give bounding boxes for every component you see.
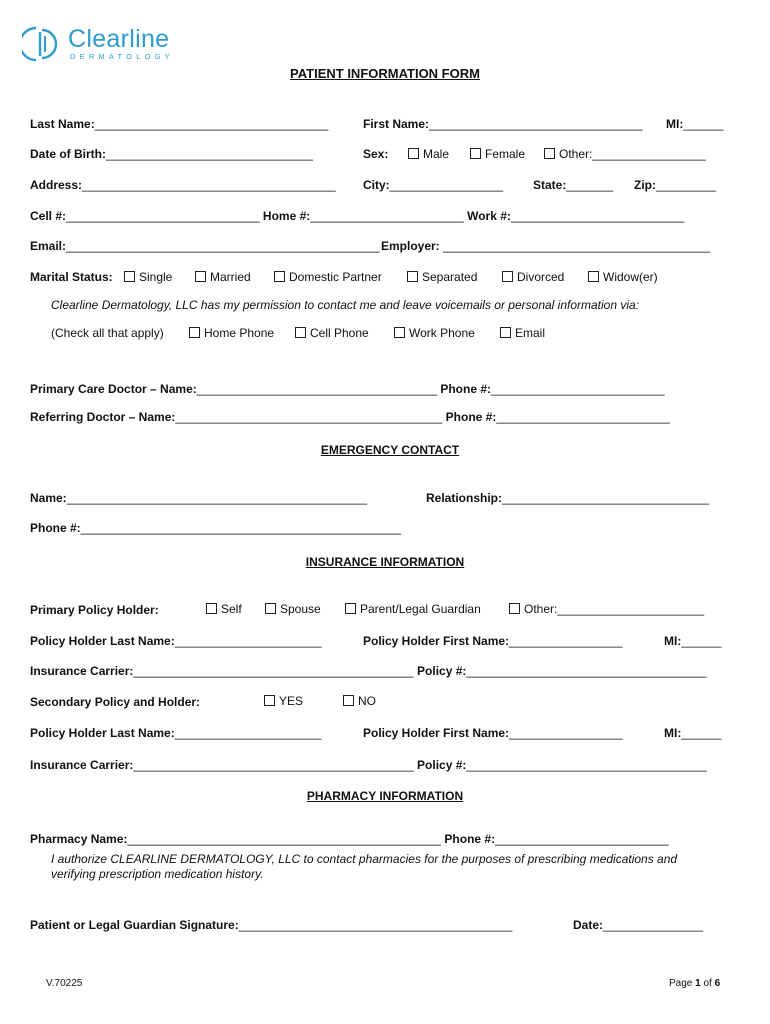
emergency-phone-row: [30, 521, 401, 535]
holder-first-field[interactable]: _________________: [509, 634, 623, 648]
clearline-logo-icon: [22, 24, 62, 64]
pcp-label: Primary Care Doctor – Name:: [30, 382, 197, 396]
pharmacy-name-label: Pharmacy Name:: [30, 832, 128, 846]
other-field[interactable]: _________________: [592, 147, 706, 161]
marital-single-option[interactable]: [124, 270, 172, 284]
no-label: NO: [358, 694, 376, 708]
checkbox[interactable]: [189, 327, 200, 338]
female-label: Female: [485, 147, 526, 161]
secondary-carrier-row: [30, 758, 707, 772]
self-label: Self: [221, 602, 242, 616]
holder-last-field[interactable]: ______________________: [174, 726, 322, 740]
policy-label: Policy #:: [417, 664, 467, 678]
pharmacy-name-field[interactable]: _______________________________________________: [127, 832, 442, 846]
email-field[interactable]: _______________________________________________: [66, 239, 380, 253]
version-text: V.70225: [46, 978, 83, 989]
work-phone-field[interactable]: __________________________: [510, 209, 685, 223]
secondary-policy-label: Secondary Policy and Holder:: [30, 695, 201, 709]
primary-holder-last-row: [30, 634, 322, 648]
policy-field[interactable]: ____________________________________: [466, 758, 707, 772]
mi-label: MI:: [666, 117, 684, 131]
marital-married-option[interactable]: [195, 270, 251, 284]
date-label: Date:: [573, 918, 604, 932]
holder-first-label: Policy Holder First Name:: [363, 634, 510, 648]
pharmacy-heading: PHARMACY INFORMATION: [306, 789, 464, 803]
policy-label: Policy #:: [417, 758, 467, 772]
checkbox[interactable]: [264, 695, 275, 706]
spouse-label: Spouse: [280, 602, 321, 616]
state-row: [533, 178, 613, 192]
referring-phone-field[interactable]: __________________________: [496, 410, 670, 424]
sex-female-option[interactable]: [470, 147, 525, 161]
secondary-no-option[interactable]: [343, 694, 376, 708]
cell-phone-option-label: Cell Phone: [310, 326, 369, 340]
primary-holder-mi-row: [664, 634, 721, 648]
last-name-row: [30, 117, 328, 131]
contact-cell-option[interactable]: [295, 326, 369, 340]
form-title: PATIENT INFORMATION FORM: [290, 66, 480, 81]
page-indicator: [669, 978, 720, 989]
cell-field[interactable]: _____________________________: [66, 209, 260, 223]
contact-work-option[interactable]: [394, 326, 475, 340]
parent-label: Parent/Legal Guardian: [360, 602, 481, 616]
checkbox[interactable]: [407, 271, 418, 282]
mi-row: [666, 117, 723, 131]
carrier-label: Insurance Carrier:: [30, 758, 134, 772]
primary-policy-label: Primary Policy Holder:: [30, 603, 159, 617]
address-label: Address:: [30, 178, 83, 192]
sex-label: Sex:: [363, 147, 389, 161]
page-number: 1: [695, 978, 701, 989]
secondary-holder-first-row: [363, 726, 623, 740]
signature-label: Patient or Legal Guardian Signature:: [30, 918, 239, 932]
cell-label: Cell #:: [30, 209, 67, 223]
mi-field[interactable]: ______: [683, 117, 724, 131]
marital-widow-option[interactable]: [588, 270, 658, 284]
checkbox[interactable]: [500, 327, 511, 338]
logo-name: Clearline: [68, 25, 170, 53]
holder-other-option[interactable]: [509, 602, 704, 616]
primary-carrier-row: [30, 664, 707, 678]
last-name-label: Last Name:: [30, 117, 95, 131]
checkbox[interactable]: [408, 148, 419, 159]
yes-label: YES: [279, 694, 304, 708]
holder-first-label: Policy Holder First Name:: [363, 726, 510, 740]
pcp-phone-label: Phone #:: [440, 382, 492, 396]
home-phone-label: Home #:: [262, 209, 311, 223]
emergency-name-row: [30, 491, 367, 505]
date-row: [573, 918, 703, 932]
check-all-text: (Check all that apply): [51, 326, 164, 340]
single-label: Single: [139, 270, 173, 284]
emergency-phone-field[interactable]: ________________________________________________: [80, 521, 402, 535]
referring-field[interactable]: ________________________________________: [175, 410, 443, 424]
holder-last-field[interactable]: ______________________: [174, 634, 322, 648]
relationship-field[interactable]: _______________________________: [502, 491, 709, 505]
email-label: Email:: [30, 239, 67, 253]
pharmacy-row: [30, 832, 669, 846]
secondary-holder-mi-row: [664, 726, 721, 740]
pharmacy-phone-field[interactable]: __________________________: [495, 832, 669, 846]
emergency-phone-label: Phone #:: [30, 521, 81, 535]
marital-partner-option[interactable]: [274, 270, 382, 284]
other-label: Other:: [559, 147, 593, 161]
dob-field[interactable]: _______________________________: [106, 147, 313, 161]
work-phone-label: Work #:: [467, 209, 511, 223]
secondary-yes-option[interactable]: [264, 694, 303, 708]
marital-divorced-option[interactable]: [502, 270, 564, 284]
contact-home-option[interactable]: [189, 326, 274, 340]
first-name-label: First Name:: [363, 117, 430, 131]
sex-other-option[interactable]: [544, 147, 706, 161]
relationship-label: Relationship:: [426, 491, 503, 505]
referring-phone-label: Phone #:: [445, 410, 497, 424]
pharmacy-phone-label: Phone #:: [444, 832, 496, 846]
carrier-field[interactable]: __________________________________________: [133, 758, 414, 772]
holder-last-label: Policy Holder Last Name:: [30, 726, 175, 740]
holder-mi-field[interactable]: ______: [681, 726, 722, 740]
pcp-row: [30, 382, 665, 396]
page-label: Page: [669, 978, 696, 989]
partner-label: Domestic Partner: [289, 270, 382, 284]
page-of: of: [700, 978, 715, 989]
holder-last-label: Policy Holder Last Name:: [30, 634, 175, 648]
checkbox[interactable]: [195, 271, 206, 282]
email-option-label: Email: [515, 326, 546, 340]
employer-row: [381, 239, 710, 253]
dob-label: Date of Birth:: [30, 147, 106, 161]
date-field[interactable]: _______________: [603, 918, 704, 932]
holder-spouse-option[interactable]: [265, 602, 321, 616]
marital-separated-option[interactable]: [407, 270, 477, 284]
employer-field[interactable]: ________________________________________: [443, 239, 710, 253]
dob-row: [30, 147, 313, 161]
emergency-name-label: Name:: [30, 491, 67, 505]
email-row: [30, 239, 380, 253]
checkbox[interactable]: [470, 148, 481, 159]
checkbox[interactable]: [502, 271, 513, 282]
zip-label: Zip:: [634, 178, 656, 192]
checkbox[interactable]: [345, 603, 356, 614]
married-label: Married: [210, 270, 251, 284]
address-row: [30, 178, 336, 192]
employer-label: Employer:: [381, 239, 440, 253]
signature-field[interactable]: _________________________________________: [238, 918, 513, 932]
city-row: [363, 178, 503, 192]
divorced-label: Divorced: [517, 270, 565, 284]
holder-first-field[interactable]: _________________: [509, 726, 623, 740]
cell-row: [30, 209, 684, 223]
work-phone-option-label: Work Phone: [409, 326, 475, 340]
holder-other-field[interactable]: ______________________: [557, 602, 705, 616]
state-field[interactable]: _______: [566, 178, 614, 192]
contact-email-option[interactable]: [500, 326, 545, 340]
pcp-phone-field[interactable]: __________________________: [491, 382, 665, 396]
holder-mi-label: MI:: [664, 634, 682, 648]
male-label: Male: [423, 147, 450, 161]
primary-holder-first-row: [363, 634, 623, 648]
referring-row: [30, 410, 670, 424]
home-phone-field[interactable]: _______________________: [310, 209, 464, 223]
checkbox[interactable]: [544, 148, 555, 159]
zip-row: [634, 178, 716, 192]
address-field[interactable]: ______________________________________: [82, 178, 336, 192]
holder-other-label: Other:: [524, 602, 558, 616]
pharmacy-authorization-line1: I authorize CLEARLINE DERMATOLOGY, LLC to contact pharmacies for the purposes of prescribing medications and: [51, 852, 678, 866]
checkbox[interactable]: [394, 327, 405, 338]
holder-parent-option[interactable]: [345, 602, 481, 616]
carrier-label: Insurance Carrier:: [30, 664, 134, 678]
policy-field[interactable]: ____________________________________: [466, 664, 707, 678]
insurance-heading: INSURANCE INFORMATION: [305, 555, 465, 569]
checkbox[interactable]: [274, 271, 285, 282]
city-label: City:: [363, 178, 390, 192]
first-name-row: [363, 117, 643, 131]
home-phone-option-label: Home Phone: [204, 326, 275, 340]
checkbox[interactable]: [343, 695, 354, 706]
last-name-field[interactable]: ___________________________________: [94, 117, 329, 131]
city-field[interactable]: _________________: [389, 178, 504, 192]
holder-self-option[interactable]: [206, 602, 242, 616]
permission-text: Clearline Dermatology, LLC has my permission to contact me and leave voicemails or personal information via:: [51, 298, 640, 312]
sex-male-option[interactable]: [408, 147, 449, 161]
pharmacy-authorization-line2: verifying prescription medication history.: [51, 867, 264, 881]
checkbox[interactable]: [295, 327, 306, 338]
state-label: State:: [533, 178, 567, 192]
widow-label: Widow(er): [603, 270, 658, 284]
zip-field[interactable]: _________: [656, 178, 717, 192]
emergency-name-field[interactable]: _____________________________________________: [66, 491, 368, 505]
logo-subtitle: DERMATOLOGY: [70, 52, 174, 61]
first-name-field[interactable]: ________________________________: [429, 117, 643, 131]
checkbox[interactable]: [206, 603, 217, 614]
pcp-field[interactable]: ____________________________________: [196, 382, 437, 396]
page-total: 6: [714, 978, 721, 989]
secondary-holder-last-row: [30, 726, 322, 740]
holder-mi-label: MI:: [664, 726, 682, 740]
carrier-field[interactable]: __________________________________________: [133, 664, 414, 678]
checkbox[interactable]: [265, 603, 276, 614]
referring-label: Referring Doctor – Name:: [30, 410, 176, 424]
relationship-row: [426, 491, 709, 505]
checkbox[interactable]: [509, 603, 520, 614]
checkbox[interactable]: [588, 271, 599, 282]
marital-status-label: Marital Status:: [30, 270, 113, 284]
signature-row: [30, 918, 512, 932]
holder-mi-field[interactable]: ______: [681, 634, 722, 648]
checkbox[interactable]: [124, 271, 135, 282]
emergency-heading: EMERGENCY CONTACT: [320, 443, 460, 457]
separated-label: Separated: [422, 270, 478, 284]
